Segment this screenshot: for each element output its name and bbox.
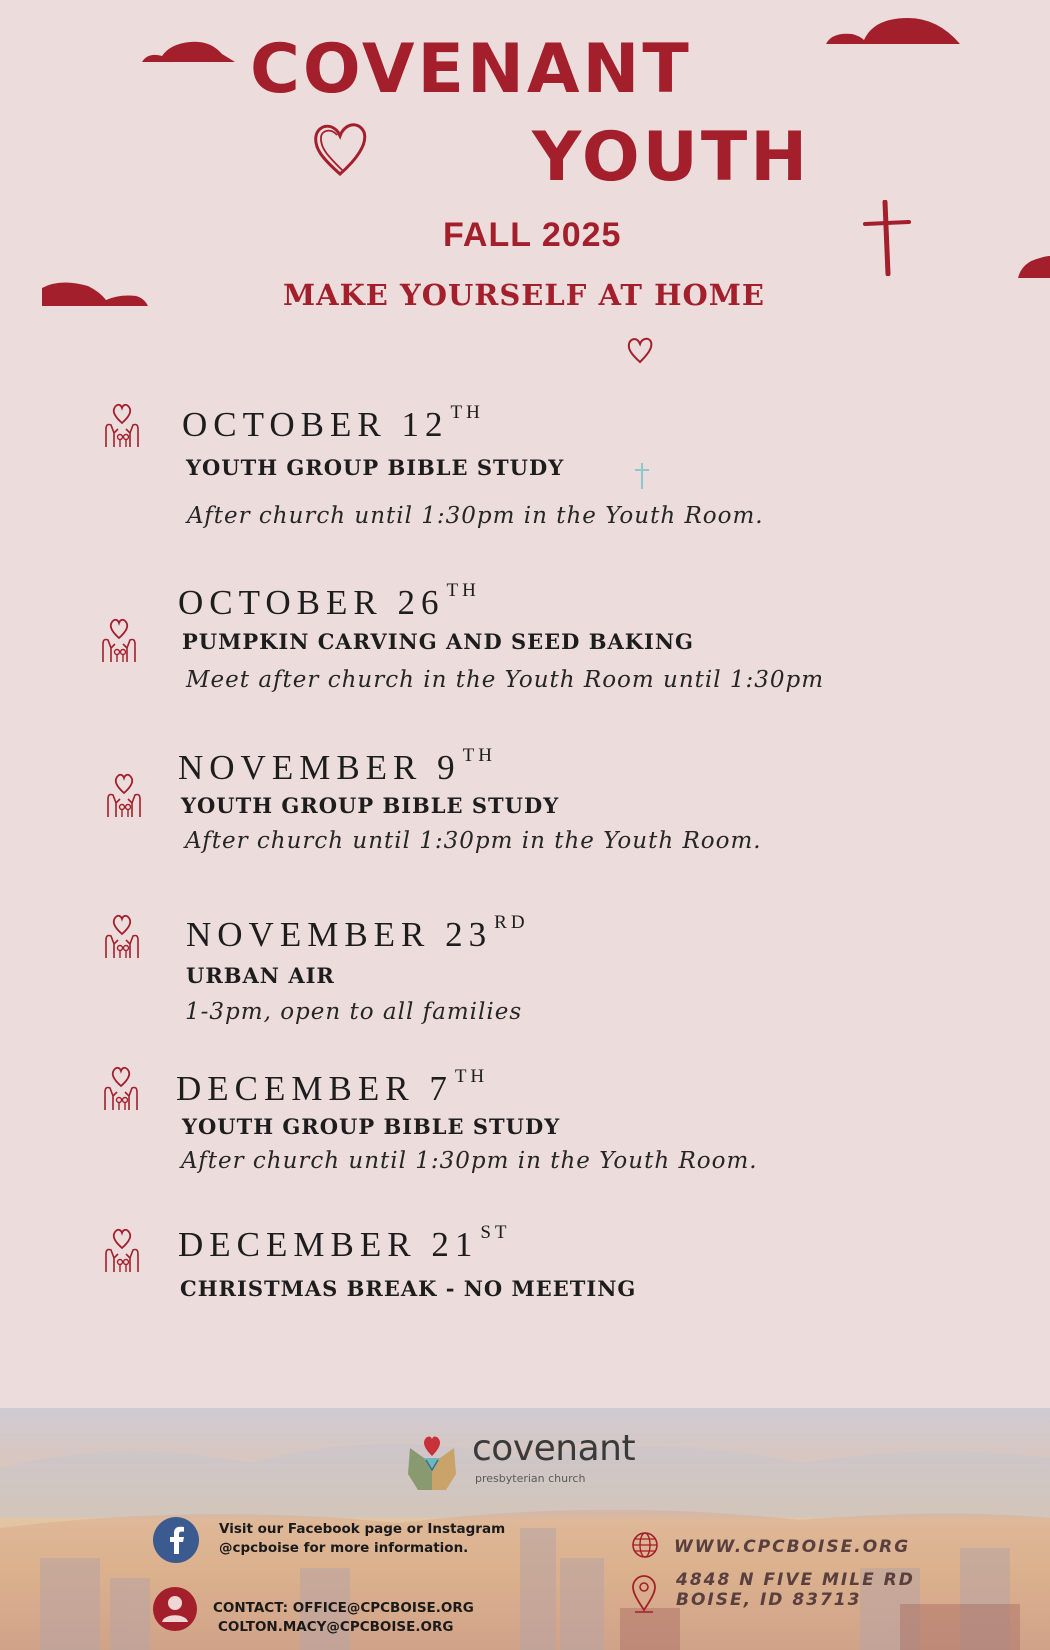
event-date-text: OCTOBER 26 xyxy=(178,583,445,622)
event-description: 1-3pm, open to all families xyxy=(185,999,523,1025)
event-title: URBAN AIR xyxy=(186,963,335,988)
event-date-text: DECEMBER 7 xyxy=(176,1069,453,1108)
cloud-decoration xyxy=(40,280,150,306)
event-date-suffix: TH xyxy=(446,580,480,601)
cloud-decoration xyxy=(140,40,235,64)
website-link[interactable]: WWW.CPCBOISE.ORG xyxy=(674,1537,911,1557)
event-title: YOUTH GROUP BIBLE STUDY xyxy=(182,1114,561,1139)
event-date xyxy=(178,745,496,788)
person-icon xyxy=(152,1586,198,1632)
event-title: YOUTH GROUP BIBLE STUDY xyxy=(181,793,560,818)
event-description: After church until 1:30pm in the Youth Room. xyxy=(187,503,764,529)
event-date-suffix: TH xyxy=(454,1066,489,1087)
address-line-2: BOISE, ID 83713 xyxy=(676,1590,862,1610)
address-line-1: 4848 N FIVE MILE RD xyxy=(676,1570,915,1590)
heart-hands-icon xyxy=(100,401,144,453)
heart-outline-icon xyxy=(627,336,653,364)
heart-hands-icon xyxy=(102,771,146,823)
social-line-2: @cpcboise for more information. xyxy=(219,1540,469,1556)
event-date xyxy=(178,580,480,623)
event-date xyxy=(178,1222,511,1265)
logo-subtitle: presbyterian church xyxy=(475,1472,586,1485)
event-date-suffix: TH xyxy=(462,745,496,766)
globe-icon xyxy=(630,1530,660,1560)
cross-icon xyxy=(862,200,912,276)
church-logo-icon xyxy=(402,1434,462,1492)
event-date-text: DECEMBER 21 xyxy=(178,1225,479,1264)
footer xyxy=(0,1408,1050,1650)
heart-outline-icon xyxy=(312,120,368,178)
heart-hands-icon xyxy=(100,1226,144,1278)
title-line-2: YOUTH xyxy=(532,118,811,197)
cross-icon xyxy=(632,462,652,490)
cloud-decoration xyxy=(1018,256,1050,278)
event-description: After church until 1:30pm in the Youth Room. xyxy=(185,828,762,854)
event-date xyxy=(182,402,484,445)
event-description: Meet after church in the Youth Room until 1:30pm xyxy=(186,667,825,693)
event-date-suffix: TH xyxy=(450,402,484,423)
event-date-suffix: RD xyxy=(494,912,529,933)
social-line-1: Visit our Facebook page or Instagram xyxy=(219,1521,506,1537)
event-title: PUMPKIN CARVING AND SEED BAKING xyxy=(182,629,694,654)
logo-name: covenant xyxy=(472,1428,636,1469)
facebook-icon[interactable] xyxy=(152,1516,200,1564)
event-date-suffix: ST xyxy=(480,1222,511,1243)
title-line-1: COVENANT xyxy=(250,30,692,109)
cloud-decoration xyxy=(826,16,960,46)
event-date-text: NOVEMBER 23 xyxy=(186,915,493,954)
event-date xyxy=(186,912,529,955)
event-title: CHRISTMAS BREAK - NO MEETING xyxy=(180,1276,637,1301)
event-date-text: NOVEMBER 9 xyxy=(178,748,461,787)
heart-hands-icon xyxy=(99,1064,143,1116)
contact-line-2: COLTON.MACY@CPCBOISE.ORG xyxy=(218,1619,454,1635)
heart-hands-icon xyxy=(100,912,144,964)
tagline: MAKE YOURSELF AT HOME xyxy=(283,278,765,312)
location-pin-icon xyxy=(630,1574,658,1614)
event-description: After church until 1:30pm in the Youth Room. xyxy=(181,1148,758,1174)
event-date xyxy=(176,1066,488,1109)
contact-line-1: CONTACT: OFFICE@CPCBOISE.ORG xyxy=(213,1600,474,1616)
heart-hands-icon xyxy=(97,616,141,668)
season-label: FALL 2025 xyxy=(443,216,622,254)
event-date-text: OCTOBER 12 xyxy=(182,405,449,444)
event-title: YOUTH GROUP BIBLE STUDY xyxy=(186,455,565,480)
